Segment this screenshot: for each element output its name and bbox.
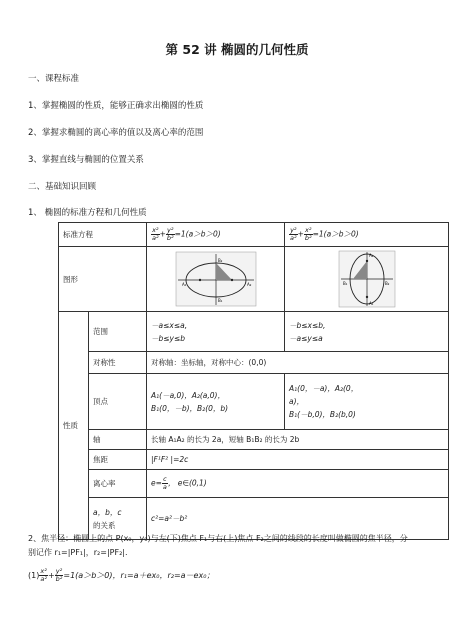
section-course-standards: 一、课程标准 bbox=[28, 74, 80, 84]
cell-axis-value: 长轴 A₁A₂ 的长为 2a，短轴 B₁B₂ 的长为 2b bbox=[147, 430, 449, 450]
figure-vertical-ellipse bbox=[285, 247, 449, 312]
section-basic-knowledge: 二、基础知识回顾 bbox=[28, 182, 97, 192]
cell-abc-value: c²=a²－b² bbox=[147, 498, 449, 540]
cell-range-vertical: －b≤x≤b, －a≤y≤a bbox=[285, 312, 449, 352]
cell-std-eq-label: 标准方程 bbox=[59, 223, 147, 247]
cell-focal-value: |F¹F² |=2c bbox=[147, 450, 449, 470]
cell-vertex-horizontal: A₁(－a,0)，A₂(a,0)， B₁(0，－b)，B₂(0，b) bbox=[147, 374, 285, 430]
cell-range-label: 范围 bbox=[89, 312, 147, 352]
cell-range-horizontal: －a≤x≤a, －b≤y≤b bbox=[147, 312, 285, 352]
table-row bbox=[59, 223, 449, 247]
table-row bbox=[59, 247, 449, 312]
cell-axis-label: 轴 bbox=[89, 430, 147, 450]
svg-text:B₁: B₁ bbox=[217, 298, 222, 303]
focal-radius-paragraph: 2、焦半径：椭圆上的点 P(x₀，y₀)与左(下)焦点 F₁与右(上)焦点 F₂之间的线段的长度叫做椭圆的焦半径，分 别记作 r₁=|PF₁|，r₂=|PF₂|. bbox=[28, 534, 408, 557]
svg-text:B₂: B₂ bbox=[217, 258, 222, 263]
cell-symmetry-label: 对称性 bbox=[89, 352, 147, 374]
svg-text:A₂: A₂ bbox=[246, 282, 251, 287]
cell-ecc-label: 离心率 bbox=[89, 470, 147, 498]
cell-focal-label: 焦距 bbox=[89, 450, 147, 470]
ellipse-properties-table bbox=[58, 222, 449, 540]
table-row bbox=[59, 312, 449, 352]
svg-text:A₂: A₂ bbox=[368, 253, 373, 258]
table-row bbox=[59, 374, 449, 430]
table-row bbox=[59, 470, 449, 498]
table-row bbox=[59, 430, 449, 450]
cell-ecc-value: e= $\frac{c}{a}$ ， e∈(0,1) bbox=[147, 470, 449, 498]
svg-text:B₁: B₁ bbox=[342, 281, 347, 286]
goal-2: 2、掌握求椭圆的离心率的值以及离心率的范围 bbox=[28, 128, 204, 138]
cell-eq-vertical: $\frac{\text{y²}}{\text{a²}}$ + $\frac{\text{x²}}{\text{b²}}$ =1(a＞b＞0) bbox=[285, 223, 449, 247]
cell-abc-label: a，b，c 的关系 bbox=[89, 498, 147, 540]
svg-text:A₁: A₁ bbox=[181, 282, 186, 287]
focal-radius-formula: (1) $\frac{\text{x²}}{\text{a²}}$ + $\frac{\text{y²}}{\text{b²}}$ =1(a＞b＞0)，r₁=a＋ex₀，r₂=a－ex₀； bbox=[28, 567, 215, 583]
cell-figure-label: 图形 bbox=[59, 247, 147, 312]
goal-3: 3、掌握直线与椭圆的位置关系 bbox=[28, 155, 144, 165]
page-title: 第 52 讲 椭圆的几何性质 bbox=[165, 42, 309, 57]
figure-horizontal-ellipse bbox=[147, 247, 285, 312]
cell-symmetry-value: 对称轴：坐标轴，对称中心：(0,0) bbox=[147, 352, 449, 374]
table-row bbox=[59, 450, 449, 470]
cell-eq-horizontal: $\frac{\text{x²}}{\text{a²}}$ + $\frac{\text{y²}}{\text{b²}}$ =1(a＞b＞0) bbox=[147, 223, 285, 247]
cell-props-label: 性质 bbox=[59, 312, 89, 540]
item-1-heading: 1、 椭圆的标准方程和几何性质 bbox=[28, 208, 147, 218]
svg-text:A₁: A₁ bbox=[368, 301, 373, 306]
goal-1: 1、掌握椭圆的性质，能够正确求出椭圆的性质 bbox=[28, 101, 204, 111]
table-row bbox=[59, 352, 449, 374]
cell-vertex-label: 顶点 bbox=[89, 374, 147, 430]
svg-text:B₂: B₂ bbox=[384, 281, 389, 286]
cell-vertex-vertical: A₁(0，－a)，A₂(0， a)， B₁(－b,0)，B₂(b,0) bbox=[285, 374, 449, 430]
